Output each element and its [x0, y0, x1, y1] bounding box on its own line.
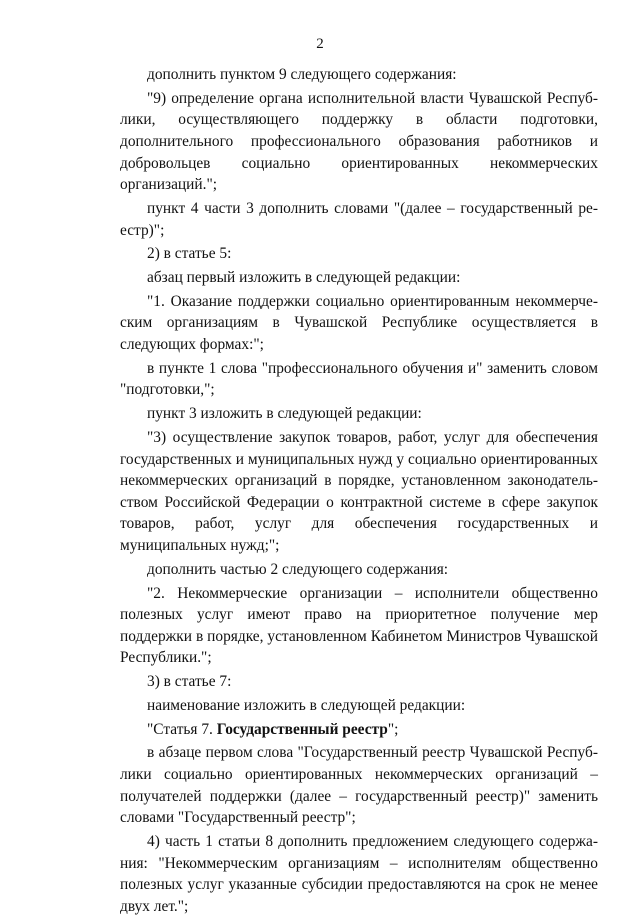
paragraph: пункт 4 части 3 дополнить словами "(далее – государственный реестр)";	[120, 199, 598, 239]
paragraph: "9) определение органа исполнительной власти Чувашской Республики, осуществляющего поддержку в области подготовки, дополнительного профессионального образования работников и добровольцев социально ориентированных некоммерческих организаций.";	[120, 89, 598, 194]
page-number: 2	[316, 36, 324, 52]
article-heading-suffix: ";	[387, 720, 399, 738]
paragraph: "2. Некоммерческие организации – исполнители общественно полезных услуг имеют право на приоритетное получение мер поддержки в порядке, установленном Кабинетом Министров Чувашской Республики.";	[120, 584, 598, 667]
paragraph: 2) в статье 5:	[147, 245, 232, 263]
paragraph: 3) в статье 7:	[147, 673, 232, 691]
paragraph: "3) осуществление закупок товаров, работ, услуг для обеспечения государственных и муниципальных нужд у социально ориентированных некоммерческих организаций в порядке, установленном законодательством Российской Федерации о контрактной системе в сфере закупок товаров, работ, услуг для обеспечения государственных и муниципальных нужд;";	[120, 429, 598, 554]
paragraph: "1. Оказание поддержки социально ориентированным некоммерческим организациям в Чувашской Республике осуществляется в следующих формах:";	[120, 292, 598, 354]
paragraph: дополнить частью 2 следующего содержания:	[147, 560, 449, 578]
paragraph: пункт 3 изложить в следующей редакции:	[147, 405, 422, 423]
article-heading-line	[120, 719, 598, 741]
document-body	[120, 64, 598, 917]
paragraph: наименование изложить в следующей редакции:	[147, 696, 466, 714]
paragraph: в пункте 1 слова "профессионального обучения и" заменить словом "подготовки,";	[120, 359, 598, 399]
article-heading-prefix: "Статья 7.	[147, 720, 217, 738]
paragraph: дополнить пунктом 9 следующего содержания:	[147, 66, 457, 83]
paragraph: 4) часть 1 статьи 8 дополнить предложением следующего содержания: "Некоммерческим организациям – исполнителям общественно полезных услуг указанные субсидии предоставляются на срок не менее двух лет.";	[120, 833, 598, 915]
paragraph: абзац первый изложить в следующей редакции:	[147, 269, 461, 287]
paragraph: в абзаце первом слова "Государственный реестр Чувашской Республики социально ориентированных некоммерческих организаций – получателей поддержки (далее – государственный реестр)" заменить словами "Государственный реестр";	[120, 744, 598, 827]
article-heading-title: Государственный реестр	[216, 720, 388, 738]
